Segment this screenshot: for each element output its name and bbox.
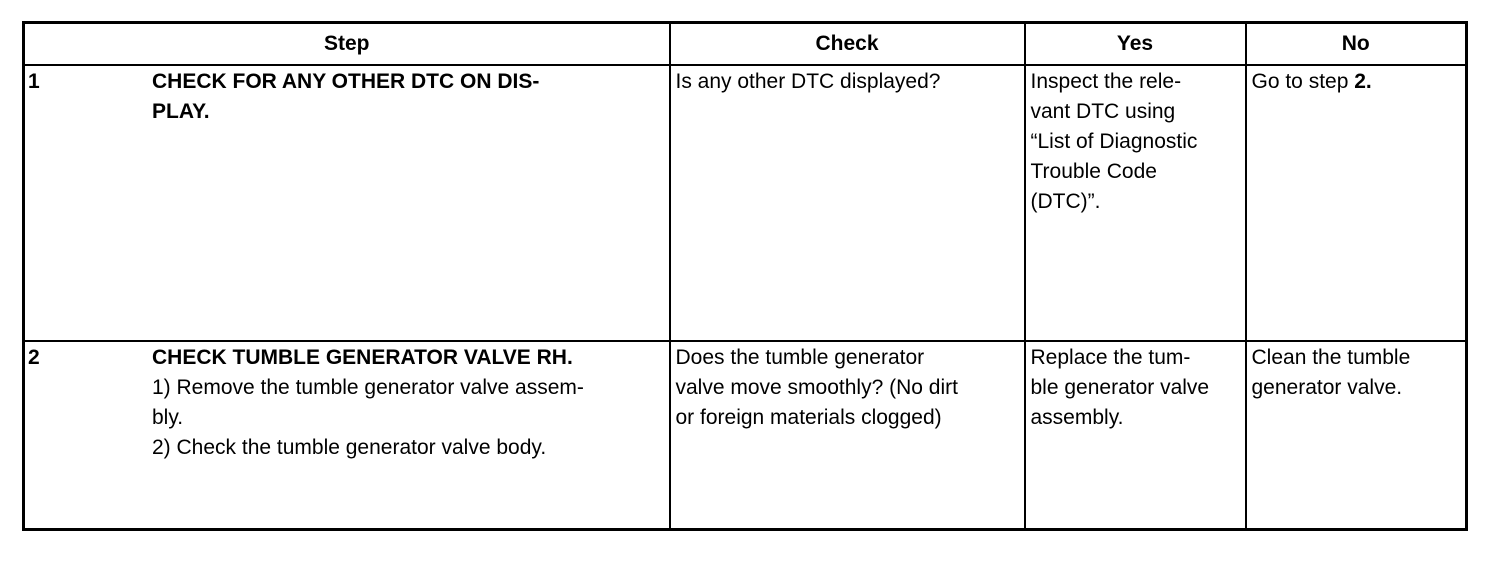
step-number: 1 [28,70,40,93]
substep: 2) Check the tumble generator valve body. [152,436,547,459]
header-no: No [1246,23,1467,66]
step-number: 2 [28,346,40,369]
check-text: Is any other DTC displayed? [675,70,941,93]
no-cell [1246,65,1467,341]
diagnostic-table-container [22,21,1468,531]
yes-cell [1025,65,1246,341]
step-cell [24,341,670,530]
no-step-reference: 2. [1354,70,1372,93]
no-text-prefix: Go to step [1251,70,1355,93]
table-row [24,341,1467,530]
no-text [1247,66,1466,97]
header-step: Step [24,23,670,66]
table-row [24,65,1467,341]
diagnostic-table [22,21,1468,531]
step-body [152,343,669,463]
check-text: Does the tumble generator valve move smoothly? (No dirt or foreign materials clogged) [675,346,958,429]
yes-cell [1025,341,1246,530]
yes-text: Replace the tum- ble generator valve assembly. [1030,346,1210,429]
no-cell [1246,341,1467,530]
step-title: CHECK FOR ANY OTHER DTC ON DIS- PLAY. [152,70,540,123]
header-row [24,23,1467,66]
yes-text: Inspect the rele- vant DTC using “List of Diagnostic Trouble Code (DTC)”. [1030,70,1198,213]
step-body [152,67,669,127]
substep: 1) Remove the tumble generator valve assem- bly. [152,376,584,429]
step-title: CHECK TUMBLE GENERATOR VALVE RH. [152,346,573,369]
header-check: Check [670,23,1025,66]
no-text: Clean the tumble generator valve. [1251,346,1411,399]
check-cell [670,65,1025,341]
header-yes: Yes [1025,23,1246,66]
check-cell [670,341,1025,530]
step-cell [24,65,670,341]
